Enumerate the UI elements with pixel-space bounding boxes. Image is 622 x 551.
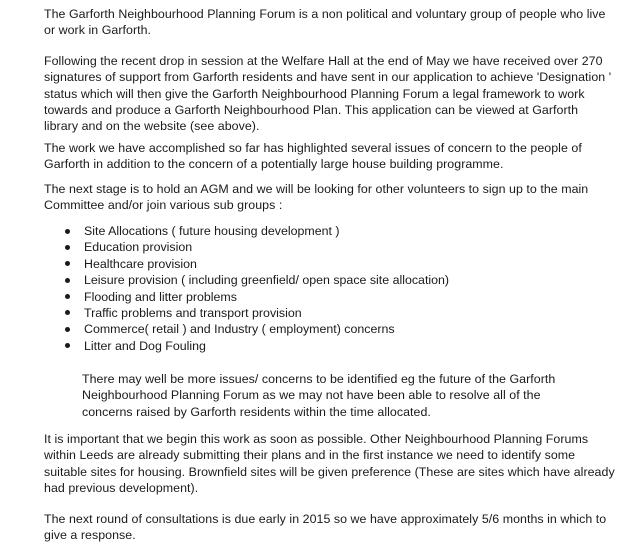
list-item-text: Leisure provision ( including greenfield/ open space site allocation) (84, 273, 450, 288)
more-issues-paragraph: There may well be more issues/ concerns to be identified eg the future of the Garforth Neighbourhood Planning Forum as we may not have been able to resolve all of the concerns raised by Garforth residents within the time allocated. (82, 372, 556, 419)
bullet-icon (65, 245, 70, 250)
bullet-icon (65, 343, 70, 348)
bullet-icon (65, 229, 70, 234)
consultations-paragraph: The next round of consultations is due early in 2015 so we have approximately 5/6 months in which to give a response. (44, 512, 607, 543)
list-item (62, 239, 449, 255)
list-item-text: Flooding and litter problems (84, 289, 237, 304)
list-item (62, 289, 449, 305)
sub-groups-list (62, 223, 449, 354)
list-item (62, 272, 449, 288)
bullet-icon (65, 261, 70, 266)
list-item-text: Commerce( retail ) and Industry ( employment) concerns (84, 322, 395, 337)
bullet-icon (65, 294, 70, 299)
important-paragraph: It is important that we begin this work as soon as possible. Other Neighbourhood Planning Forums within Leeds are already submitting their plans and in the first instance we need to identify some suitable sites for housing. Brownfield sites will be given preference (These are sites which have already had previous development). (44, 432, 615, 495)
bullet-icon (65, 278, 70, 283)
list-item (62, 321, 449, 337)
list-item-text: Traffic problems and transport provision (84, 305, 302, 320)
intro-paragraph: The Garforth Neighbourhood Planning Forum is a non political and voluntary group of people who live or work in Garforth. (44, 7, 606, 38)
next-stage-paragraph: The next stage is to hold an AGM and we will be looking for other volunteers to sign up to the main Committee and/or join various sub groups : (44, 182, 589, 213)
signatures-paragraph: Following the recent drop in session at the Welfare Hall at the end of May we have received over 270 signatures of support from Garforth residents and have sent in our application to achieve 'Designation ' status which will then give the Garforth Neighbourhood Planning Forum a legal framework to work towards and produce a Garforth Neighbourhood Plan. This application can be viewed at Garforth library and on the website (see above). (44, 54, 612, 134)
list-item-text: Litter and Dog Fouling (84, 338, 206, 353)
bullet-icon (65, 327, 70, 332)
list-item (62, 338, 449, 354)
list-item (62, 223, 449, 239)
list-item-text: Healthcare provision (84, 256, 197, 271)
list-item (62, 305, 449, 321)
list-item-text: Education provision (84, 240, 193, 255)
list-item (62, 256, 449, 272)
list-item-text: Site Allocations ( future housing development ) (84, 224, 340, 238)
bullet-icon (65, 310, 70, 315)
work-accomplished-paragraph: The work we have accomplished so far has highlighted several issues of concern to the people of Garforth in addition to the concern of a potentially large house building programme. (44, 141, 582, 172)
